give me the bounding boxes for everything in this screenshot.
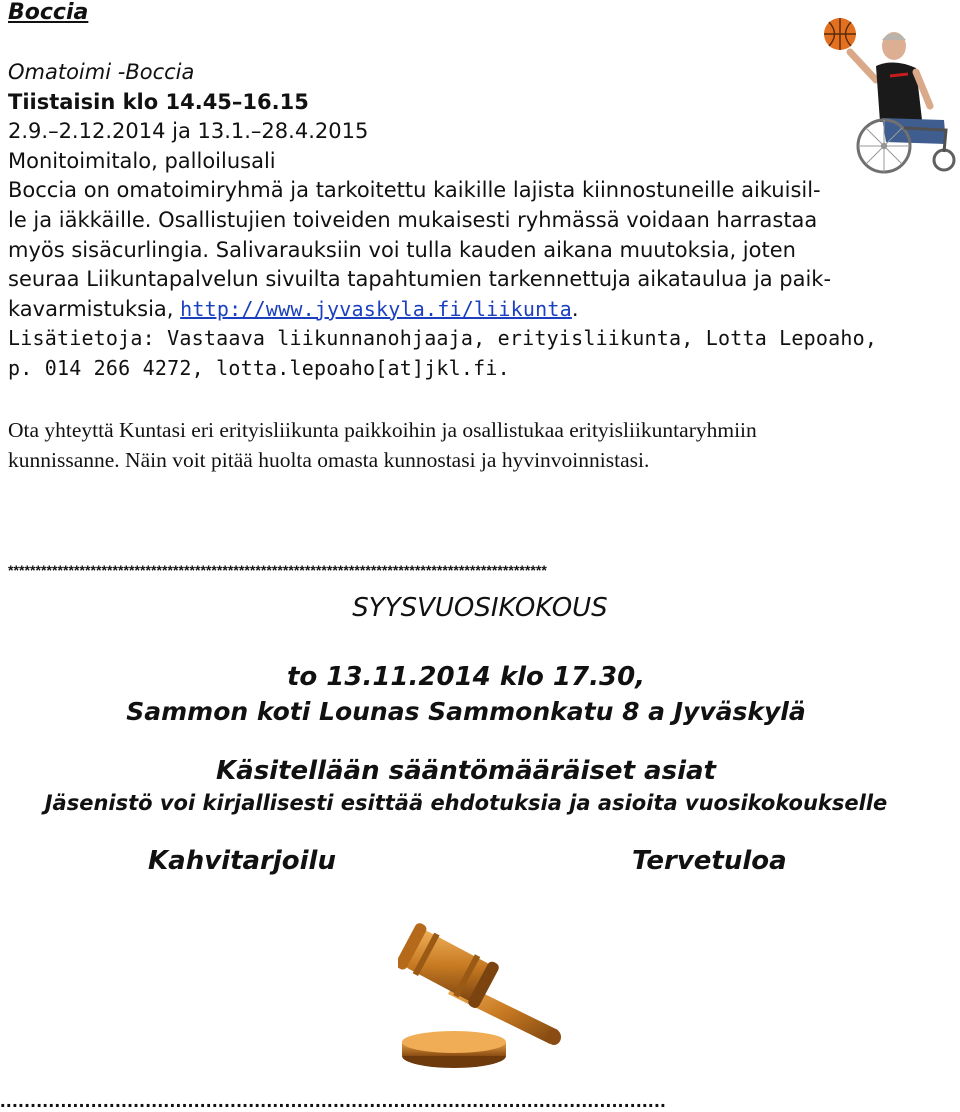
- boccia-desc-suffix: .: [571, 296, 579, 321]
- boccia-desc-prefix: kavarmistuksia,: [8, 296, 181, 321]
- notice-paragraph: [8, 415, 757, 475]
- meeting-agenda: Käsitellään sääntömääräiset asiat: [216, 756, 716, 786]
- star-separator: **************************************************************************************************: [8, 562, 547, 578]
- boccia-section: [8, 58, 877, 384]
- contact-line: p. 014 266 4272, lotta.lepoaho[at]jkl.fi.: [8, 355, 510, 380]
- page-title: Boccia: [8, 0, 89, 25]
- welcome-note: Tervetuloa: [632, 846, 787, 876]
- notice-line: kunnissanne. Näin voit pitää huolta omasta kunnostasi ja hyvinvoinnistasi.: [8, 448, 650, 472]
- liikunta-link[interactable]: http://www.jyvaskyla.fi/liikunta: [180, 296, 572, 321]
- boccia-desc-line: le ja iäkkäille. Osallistujien toiveiden mukaisesti ryhmässä voidaan harrastaa: [8, 207, 818, 232]
- meeting-place: Sammon koti Lounas Sammonkatu 8 a Jyväskylä: [126, 697, 806, 726]
- boccia-desc-line: Boccia on omatoimiryhmä ja tarkoitettu kaikille lajista kiinnostuneille aikuisil-: [8, 178, 821, 203]
- wheelchair-basketball-player-photo: [820, 10, 956, 174]
- boccia-desc-line: myös sisäcurlingia. Salivarauksiin voi tulla kauden aikana muutoksia, joten: [8, 237, 796, 262]
- meeting-date: to 13.11.2014 klo 17.30,: [286, 662, 646, 692]
- boccia-desc-line: seuraa Liikuntapalvelun sivuilta tapahtumien tarkennettuja aikataulua ja paik-: [8, 267, 832, 292]
- meeting-heading: SYYSVUOSIKOKOUS: [352, 593, 608, 623]
- boccia-schedule: Tiistaisin klo 14.45–16.15: [8, 89, 309, 114]
- gavel-icon: [398, 906, 574, 1074]
- contact-line: Lisätietoja: Vastaava liikunnanohjaaja, erityisliikunta, Lotta Lepoaho,: [8, 326, 878, 351]
- dotted-separator: ..............................................................................................................: [0, 1090, 667, 1112]
- boccia-venue: Monitoimitalo, palloilusali: [8, 148, 276, 173]
- meeting-members-note: Jäsenistö voi kirjallisesti esittää ehdotuksia ja asioita vuosikokoukselle: [44, 791, 888, 815]
- boccia-dates: 2.9.–2.12.2014 ja 13.1.–28.4.2015: [8, 119, 369, 144]
- boccia-subtitle: Omatoimi -Boccia: [8, 60, 195, 84]
- boccia-desc-line-link: [8, 295, 877, 325]
- coffee-note: Kahvitarjoilu: [148, 846, 336, 876]
- notice-line: Ota yhteyttä Kuntasi eri erityisliikunta paikkoihin ja osallistukaa erityisliikuntaryhmiin: [8, 418, 757, 442]
